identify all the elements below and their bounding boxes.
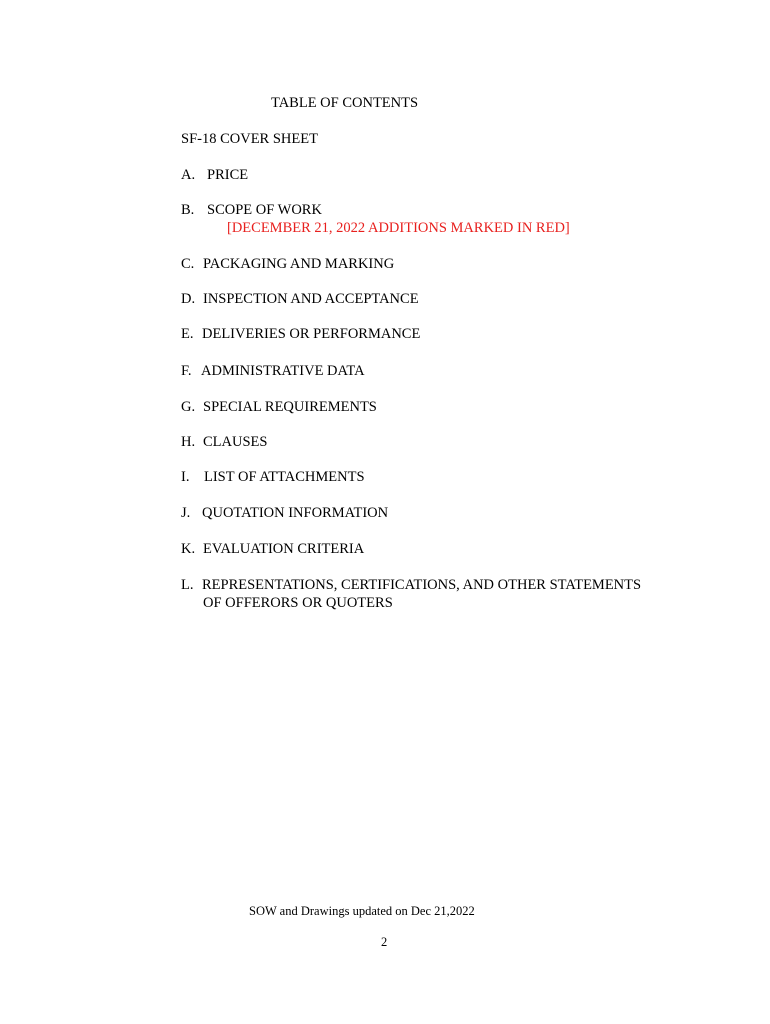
toc-entry-letter: A.: [181, 167, 196, 183]
toc-entry-letter: E.: [181, 326, 194, 342]
toc-entry-e: [181, 325, 420, 343]
toc-entry-letter: L.: [181, 577, 194, 593]
toc-entry-cover-sheet: [181, 130, 318, 148]
toc-entry-letter: C.: [181, 256, 195, 272]
toc-entry-l-continuation: OF OFFERORS OR QUOTERS: [203, 595, 393, 611]
toc-entry-text: SPECIAL REQUIREMENTS: [203, 399, 377, 415]
toc-entry-c: [181, 255, 394, 273]
toc-entry-text: CLAUSES: [203, 434, 268, 450]
toc-entry-d: [181, 290, 419, 308]
toc-entry-i: [181, 468, 365, 486]
page-number: 2: [381, 935, 388, 949]
toc-entry-l: [181, 576, 641, 594]
toc-entry-text: PRICE: [207, 167, 249, 183]
toc-entry-k: [181, 540, 364, 558]
footer-update-note: SOW and Drawings updated on Dec 21,2022: [249, 904, 475, 918]
toc-entry-text: DELIVERIES OR PERFORMANCE: [202, 326, 421, 342]
toc-entry-text: PACKAGING AND MARKING: [203, 256, 395, 272]
toc-entry-letter: K.: [181, 541, 196, 557]
toc-entry-letter: J.: [181, 505, 191, 521]
toc-entry-letter: I.: [181, 469, 190, 485]
scope-additions-note: [DECEMBER 21, 2022 ADDITIONS MARKED IN RED]: [227, 220, 570, 236]
toc-entry-text: REPRESENTATIONS, CERTIFICATIONS, AND OTHER STATEMENTS: [202, 577, 642, 593]
toc-entry-text: SF-18 COVER SHEET: [181, 131, 318, 147]
toc-entry-letter: B.: [181, 202, 195, 218]
toc-entry-text: EVALUATION CRITERIA: [203, 541, 365, 557]
toc-entry-text: SCOPE OF WORK: [207, 202, 322, 218]
toc-entry-text: INSPECTION AND ACCEPTANCE: [203, 291, 419, 307]
toc-entry-letter: H.: [181, 434, 196, 450]
toc-entry-letter: D.: [181, 291, 196, 307]
toc-entry-b: [181, 201, 322, 219]
toc-title: TABLE OF CONTENTS: [271, 95, 419, 111]
toc-entry-letter: F.: [181, 363, 192, 379]
toc-entry-f: [181, 362, 365, 380]
toc-entry-g: [181, 398, 377, 416]
toc-entry-letter: G.: [181, 399, 196, 415]
toc-entry-text: LIST OF ATTACHMENTS: [204, 469, 365, 485]
toc-entry-a: [181, 166, 248, 184]
toc-entry-text: ADMINISTRATIVE DATA: [201, 363, 365, 379]
toc-entry-text: QUOTATION INFORMATION: [202, 505, 389, 521]
toc-entry-j: [181, 504, 388, 522]
toc-entry-h: [181, 433, 267, 451]
